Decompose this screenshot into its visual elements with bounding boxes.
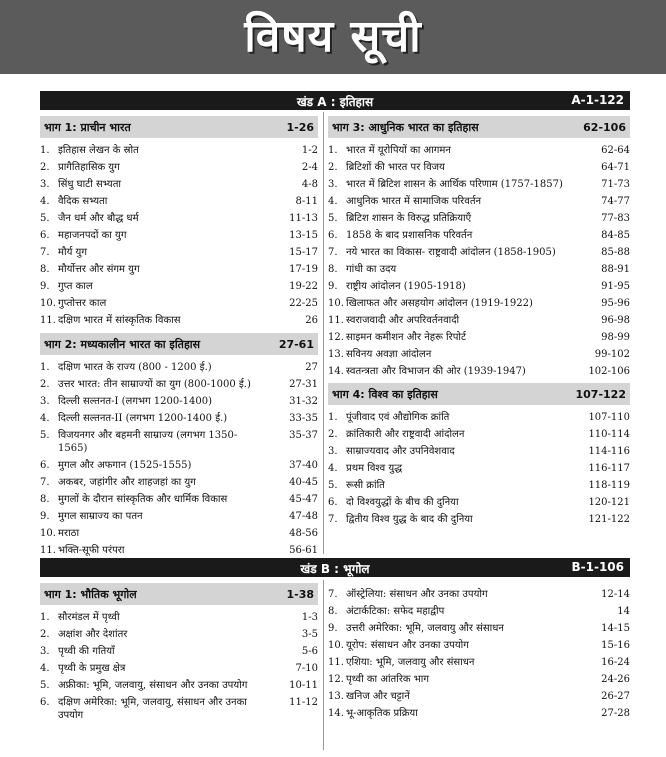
entry-number: 5. [328,480,338,491]
entry-number: 13. [328,349,344,360]
toc-entry [328,688,630,705]
khand-a-range: A-1-122 [571,93,624,107]
entry-title: ब्रिटिश शासन के विरुद्ध प्रतिक्रियाएँ [346,213,472,224]
entry-pages: 27 [305,362,318,373]
toc-entry [40,376,318,393]
entry-number: 7. [40,477,50,488]
entry-title: एशिया: भूमि, जलवायु और संसाधन [346,657,475,668]
toc-entry [40,295,318,312]
entry-title: ऑस्ट्रेलिया: संसाधन और उनका उपयोग [346,589,488,600]
section-header [40,333,318,355]
toc-entry [40,457,318,474]
toc-entry [40,176,318,193]
entry-number: 10. [328,298,344,309]
entry-number: 6. [40,230,50,241]
entry-number: 9. [328,623,338,634]
toc-entry [40,508,318,525]
toc-entry [40,427,318,457]
entry-number: 1. [40,362,50,373]
entry-number: 8. [328,606,338,617]
entry-pages: 121-122 [588,514,630,525]
entry-pages: 15-16 [601,640,630,651]
entry-pages: 1-2 [301,145,318,156]
toc-entry [40,261,318,278]
entry-number: 1. [328,412,338,423]
entry-title: पूंजीवाद एवं औद्योगिक क्रांति [346,412,450,423]
entry-pages: 45-47 [289,494,318,505]
entry-title: दक्षिण अमेरिका: भूमि, जलवायु, संसाधन और उनका उपयोग [58,697,247,721]
entry-pages: 110-114 [588,429,630,440]
entry-number: 5. [40,213,50,224]
entry-pages: 118-119 [588,480,630,491]
entry-number: 14. [328,366,344,377]
entry-number: 10. [40,298,56,309]
section-page-range: 107-122 [575,387,626,401]
page-title: विषय सूची [244,11,422,62]
toc-entry [328,443,630,460]
toc-entry [328,671,630,688]
entry-pages: 17-19 [289,264,318,275]
toc-entry [328,426,630,443]
section-title: भाग 1: भौतिक भूगोल [44,587,137,601]
geography-left-column [40,583,318,724]
entry-number: 1. [40,145,50,156]
toc-entry [328,511,630,528]
entry-title: विजयनगर और बहमनी साम्राज्य (लगभग 1350-1565) [58,430,238,454]
section-page-range: 62-106 [583,120,626,134]
entry-pages: 47-48 [289,511,318,522]
entry-pages: 15-17 [289,247,318,258]
toc-entry [328,295,630,312]
toc-entry [328,637,630,654]
entry-pages: 116-117 [588,463,630,474]
entry-pages: 120-121 [588,497,630,508]
toc-entry [40,244,318,261]
section-header [40,583,318,605]
entry-title: स्वराजवादी और अपरिवर्तनवादी [346,315,460,326]
entry-title: गुप्त काल [58,281,93,292]
section-page-range: 1-26 [286,120,314,134]
entry-title: सिंधु घाटी सभ्यता [58,179,121,190]
entry-pages: 114-116 [588,446,630,457]
entry-number: 7. [328,514,338,525]
column-divider-geography [323,580,324,750]
toc-entry [328,586,630,603]
section-header [40,116,318,138]
toc-entry [328,278,630,295]
entry-pages: 62-64 [601,145,630,156]
toc-entry [40,227,318,244]
entry-number: 8. [40,264,50,275]
entry-title: आधुनिक भारत में सामाजिक परिवर्तन [346,196,482,207]
entry-title: मुगलों के दौरान सांस्कृतिक और धार्मिक विकास [58,494,228,505]
entry-title: पृथ्वी के प्रमुख क्षेत्र [58,663,126,674]
entry-number: 12. [328,332,344,343]
toc-entry [40,278,318,295]
entry-number: 8. [40,494,50,505]
toc-entry [40,142,318,159]
entry-pages: 13-15 [289,230,318,241]
toc-entry [40,193,318,210]
toc-entry [40,359,318,376]
geography-right-column [328,586,630,722]
entry-title: मुगल साम्राज्य का पतन [58,511,143,522]
entry-number: 6. [328,497,338,508]
entry-pages: 8-11 [295,196,318,207]
entry-title: स्वतन्त्रता और विभाजन की ओर (1939-1947) [346,366,526,377]
entry-pages: 22-25 [289,298,318,309]
entry-title: भू-आकृतिक प्रक्रिया [346,708,418,719]
entry-pages: 99-102 [594,349,630,360]
entry-title: दिल्ली सल्तनत-II (लगभग 1200-1400 ई.) [58,413,228,424]
entry-number: 11. [328,657,344,668]
entry-number: 4. [328,463,338,474]
entry-title: ब्रिटिशों की भारत पर विजय [346,162,445,173]
entry-pages: 2-4 [301,162,318,173]
entry-pages: 84-85 [601,230,630,241]
toc-entry [328,329,630,346]
entry-title: सौरमंडल में पृथ्वी [58,612,120,623]
entry-number: 2. [328,429,338,440]
entry-pages: 48-56 [289,528,318,539]
toc-entry [328,460,630,477]
entry-number: 5. [40,680,50,691]
toc-entry [328,603,630,620]
entry-title: रूसी क्रांति [346,480,385,491]
history-left-column [40,116,318,559]
entry-number: 5. [40,430,50,441]
entry-title: वैदिक सभ्यता [58,196,108,207]
entry-number: 6. [40,460,50,471]
entry-number: 8. [328,264,338,275]
entry-title: खिलाफत और असहयोग आंदोलन (1919-1922) [346,298,533,309]
entry-title: गुप्तोत्तर काल [58,298,107,309]
entry-number: 5. [328,213,338,224]
toc-entry [328,176,630,193]
column-divider [323,112,324,554]
entry-title: सविनय अवज्ञा आंदोलन [346,349,432,360]
entry-number: 12. [328,674,344,685]
entry-pages: 12-14 [601,589,630,600]
toc-entry [40,609,318,626]
entry-pages: 14 [617,606,630,617]
entry-pages: 7-10 [295,663,318,674]
entry-number: 4. [328,196,338,207]
entry-number: 2. [40,629,50,640]
entry-number: 13. [328,691,344,702]
entry-number: 3. [328,446,338,457]
entry-title: इतिहास लेखन के स्रोत [58,145,139,156]
entry-pages: 95-96 [601,298,630,309]
entry-title: मराठा [58,528,80,539]
toc-entry [40,312,318,329]
entry-pages: 85-88 [601,247,630,258]
section-header [328,383,630,405]
entry-title: प्रागैतिहासिक युग [58,162,120,173]
entry-number: 4. [40,413,50,424]
entry-title: क्रांतिकारी और राष्ट्रवादी आंदोलन [346,429,465,440]
entry-number: 2. [40,379,50,390]
entry-title: नये भारत का विकास- राष्ट्रवादी आंदोलन (1858-1905) [346,247,556,258]
entry-pages: 19-22 [289,281,318,292]
entry-title: महाजनपदों का युग [58,230,127,241]
toc-entry [328,312,630,329]
khand-a-header [40,91,630,110]
entry-number: 2. [40,162,50,173]
entry-pages: 16-24 [601,657,630,668]
entry-title: उत्तरी अमेरिका: भूमि, जलवायु और संसाधन [346,623,504,634]
entry-title: मौर्योत्तर और संगम युग [58,264,140,275]
entry-title: पृथ्वी का आंतरिक भाग [346,674,430,685]
entry-number: 4. [40,196,50,207]
toc-entry [40,660,318,677]
entry-title: भारत में ब्रिटिश शासन के आर्थिक परिणाम (1757-1857) [346,179,563,190]
entry-pages: 1-3 [301,612,318,623]
entry-number: 14. [328,708,344,719]
entry-pages: 10-11 [289,680,318,691]
entry-pages: 56-61 [289,545,318,556]
entry-title: उत्तर भारत: तीन साम्राज्यों का युग (800-1000 ई.) [58,379,251,390]
entry-pages: 37-40 [289,460,318,471]
entry-pages: 26-27 [601,691,630,702]
entry-number: 3. [328,179,338,190]
entry-title: मुगल और अफगान (1525-1555) [58,460,192,471]
entry-title: साम्राज्यवाद और उपनिवेशवाद [346,446,455,457]
entry-title: दक्षिण भारत में सांस्कृतिक विकास [58,315,181,326]
entry-title: खनिज और चट्टानें [346,691,410,702]
entry-number: 3. [40,396,50,407]
toc-entry [328,705,630,722]
entry-title: अक्षांश और देशांतर [58,629,128,640]
entry-number: 6. [40,697,50,708]
entry-pages: 88-91 [601,264,630,275]
entry-number: 7. [40,247,50,258]
entry-title: जैन धर्म और बौद्ध धर्म [58,213,139,224]
entry-title: दो विश्वयुद्धों के बीच की दुनिया [346,497,459,508]
toc-entry [40,542,318,559]
entry-pages: 102-106 [588,366,630,377]
entry-title: द्वितीय विश्व युद्ध के बाद की दुनिया [346,514,473,525]
toc-entry [328,159,630,176]
entry-number: 3. [40,179,50,190]
entry-pages: 11-12 [289,697,318,708]
section-title: भाग 3: आधुनिक भारत का इतिहास [332,120,479,134]
toc-entry [328,620,630,637]
entry-title: दक्षिण भारत के राज्य (800 - 1200 ई.) [58,362,212,373]
entry-pages: 11-13 [289,213,318,224]
entry-pages: 74-77 [601,196,630,207]
entry-title: प्रथम विश्व युद्ध [346,463,403,474]
section-page-range: 27-61 [278,337,314,351]
entry-title: अंटार्कटिका: सफेद महाद्वीप [346,606,445,617]
toc-entry [40,643,318,660]
entry-pages: 107-110 [588,412,630,423]
toc-entry [328,193,630,210]
entry-pages: 3-5 [301,629,318,640]
entry-pages: 5-6 [301,646,318,657]
section-page-range: 1-38 [286,587,314,601]
toc-entry [328,494,630,511]
entry-number: 9. [328,281,338,292]
entry-pages: 77-83 [601,213,630,224]
entry-title: पृथ्वी की गतियाँ [58,646,115,657]
entry-title: भारत में यूरोपियों का आगमन [346,145,451,156]
entry-number: 2. [328,162,338,173]
toc-entry [328,210,630,227]
entry-title: दिल्ली सल्तनत-I (लगभग 1200-1400) [58,396,212,407]
toc-entry [328,363,630,380]
entry-title: राष्ट्रीय आंदोलन (1905-1918) [346,281,466,292]
entry-title: गांधी का उदय [346,264,397,275]
entry-number: 3. [40,646,50,657]
khand-b-header [40,558,630,577]
toc-entry [40,694,318,724]
toc-entry [328,261,630,278]
entry-number: 9. [40,281,50,292]
toc-entry [40,410,318,427]
toc-entry [40,210,318,227]
entry-title: यूरोप: संसाधन और उनका उपयोग [346,640,469,651]
title-banner [0,0,666,74]
entry-title: 1858 के बाद प्रशासनिक परिवर्तन [346,230,473,241]
toc-entry [328,409,630,426]
khand-a-label: खंड A : इतिहास [296,95,374,109]
khand-b-range: B-1-106 [571,560,624,574]
entry-pages: 98-99 [601,332,630,343]
entry-number: 11. [40,315,56,326]
entry-pages: 35-37 [289,430,318,441]
toc-entry [328,142,630,159]
toc-entry [40,159,318,176]
history-right-column [328,116,630,528]
entry-pages: 33-35 [289,413,318,424]
toc-entry [40,474,318,491]
entry-pages: 96-98 [601,315,630,326]
entry-pages: 14-15 [601,623,630,634]
entry-pages: 26 [305,315,318,326]
toc-entry [40,677,318,694]
entry-pages: 71-73 [601,179,630,190]
section-title: भाग 2: मध्यकालीन भारत का इतिहास [44,337,201,351]
section-header [328,116,630,138]
entry-pages: 27-28 [601,708,630,719]
toc-entry [40,393,318,410]
toc-entry [328,477,630,494]
entry-number: 11. [328,315,344,326]
entry-pages: 24-26 [601,674,630,685]
toc-entry [328,227,630,244]
section-title: भाग 1: प्राचीन भारत [44,120,131,134]
entry-number: 1. [40,612,50,623]
entry-pages: 4-8 [301,179,318,190]
khand-b-label: खंड B : भूगोल [300,562,370,576]
entry-pages: 27-31 [289,379,318,390]
entry-number: 10. [328,640,344,651]
entry-pages: 64-71 [601,162,630,173]
entry-number: 4. [40,663,50,674]
toc-entry [40,491,318,508]
entry-number: 10. [40,528,56,539]
entry-number: 9. [40,511,50,522]
entry-pages: 40-45 [289,477,318,488]
entry-number: 7. [328,247,338,258]
toc-entry [40,525,318,542]
entry-number: 6. [328,230,338,241]
entry-title: अफ्रीका: भूमि, जलवायु, संसाधन और उनका उपयोग [58,680,248,691]
entry-title: साइमन कमीशन और नेहरू रिपोर्ट [346,332,467,343]
entry-number: 7. [328,589,338,600]
toc-entry [328,654,630,671]
section-title: भाग 4: विश्व का इतिहास [332,387,438,401]
entry-title: अकबर, जहांगीर और शाहजहां का युग [58,477,196,488]
entry-title: मौर्य युग [58,247,87,258]
entry-pages: 91-95 [601,281,630,292]
entry-number: 11. [40,545,56,556]
entry-title: भक्ति-सूफी परंपरा [58,545,125,556]
entry-number: 1. [328,145,338,156]
toc-entry [328,244,630,261]
toc-entry [40,626,318,643]
entry-pages: 31-32 [289,396,318,407]
toc-entry [328,346,630,363]
